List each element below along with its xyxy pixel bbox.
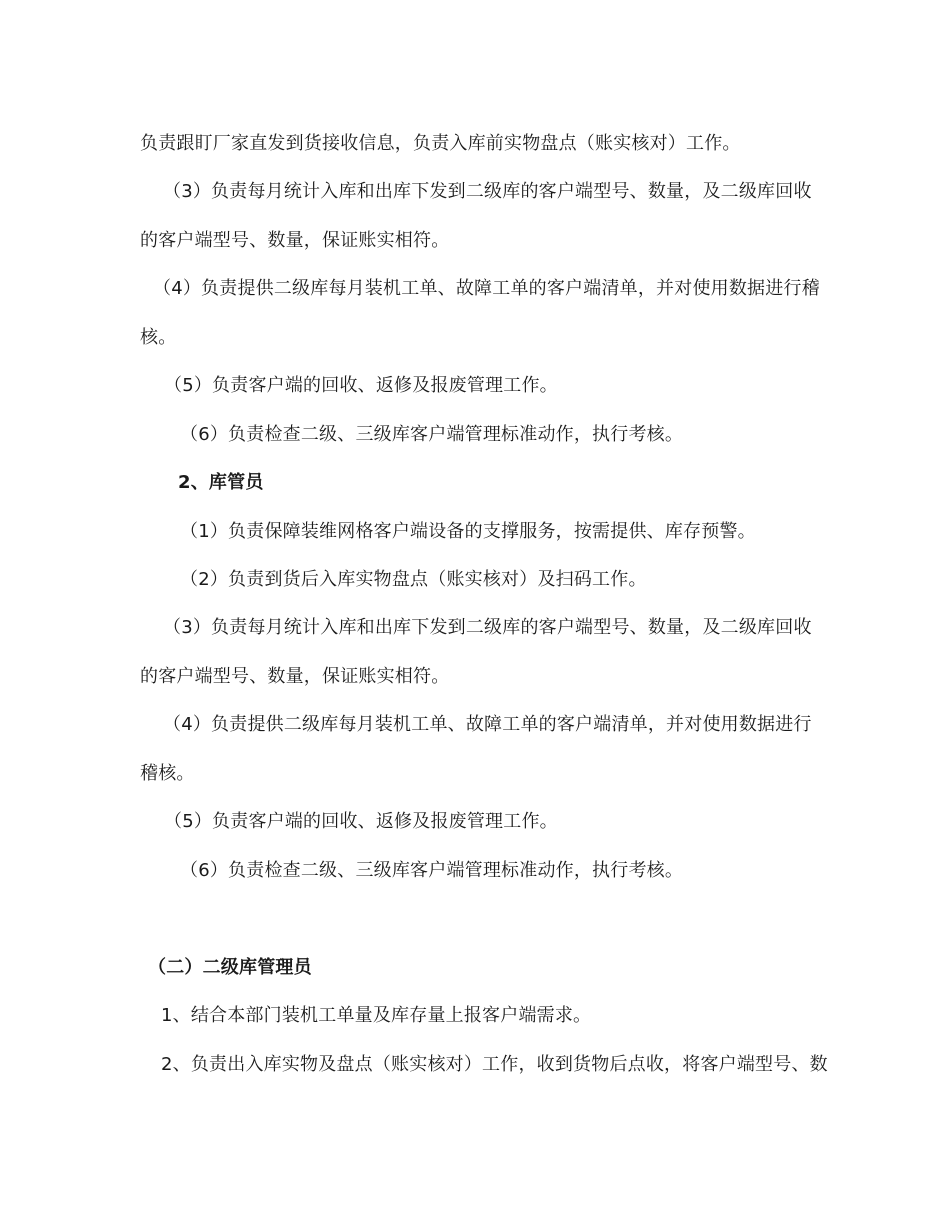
paragraph-line: （4）负责提供二级库每月装机工单、故障工单的客户端清单，并对使用数据进行 (163, 714, 812, 735)
paragraph-line: （3）负责每月统计入库和出库下发到二级库的客户端型号、数量，及二级库回收 (163, 617, 812, 638)
section-heading: （二）二级库管理员 (148, 957, 312, 978)
paragraph-line: 的客户端型号、数量，保证账实相符。 (140, 666, 450, 687)
paragraph-line: 负责跟盯厂家直发到货接收信息，负责入库前实物盘点（账实核对）工作。 (140, 133, 741, 154)
paragraph-line: 2、负责出入库实物及盘点（账实核对）工作，收到货物后点收，将客户端型号、数 (161, 1054, 828, 1075)
section-heading: 2、库管员 (178, 472, 264, 493)
paragraph-line: （4）负责提供二级库每月装机工单、故障工单的客户端清单，并对使用数据进行稽 (153, 278, 820, 299)
paragraph-line: （5）负责客户端的回收、返修及报废管理工作。 (164, 811, 558, 832)
paragraph-line: （2）负责到货后入库实物盘点（账实核对）及扫码工作。 (180, 569, 647, 590)
paragraph-line: 1、结合本部门装机工单量及库存量上报客户端需求。 (161, 1005, 592, 1026)
paragraph-line: （1）负责保障装维网格客户端设备的支撑服务，按需提供、库存预警。 (180, 521, 756, 542)
paragraph-line: （3）负责每月统计入库和出库下发到二级库的客户端型号、数量，及二级库回收 (163, 181, 812, 202)
paragraph-line: 的客户端型号、数量，保证账实相符。 (140, 230, 450, 251)
paragraph-line: （6）负责检查二级、三级库客户端管理标准动作，执行考核。 (180, 424, 684, 445)
paragraph-line: 核。 (140, 327, 177, 348)
paragraph-line: （6）负责检查二级、三级库客户端管理标准动作，执行考核。 (180, 860, 684, 881)
paragraph-line: 稽核。 (140, 763, 195, 784)
paragraph-line: （5）负责客户端的回收、返修及报废管理工作。 (164, 375, 558, 396)
